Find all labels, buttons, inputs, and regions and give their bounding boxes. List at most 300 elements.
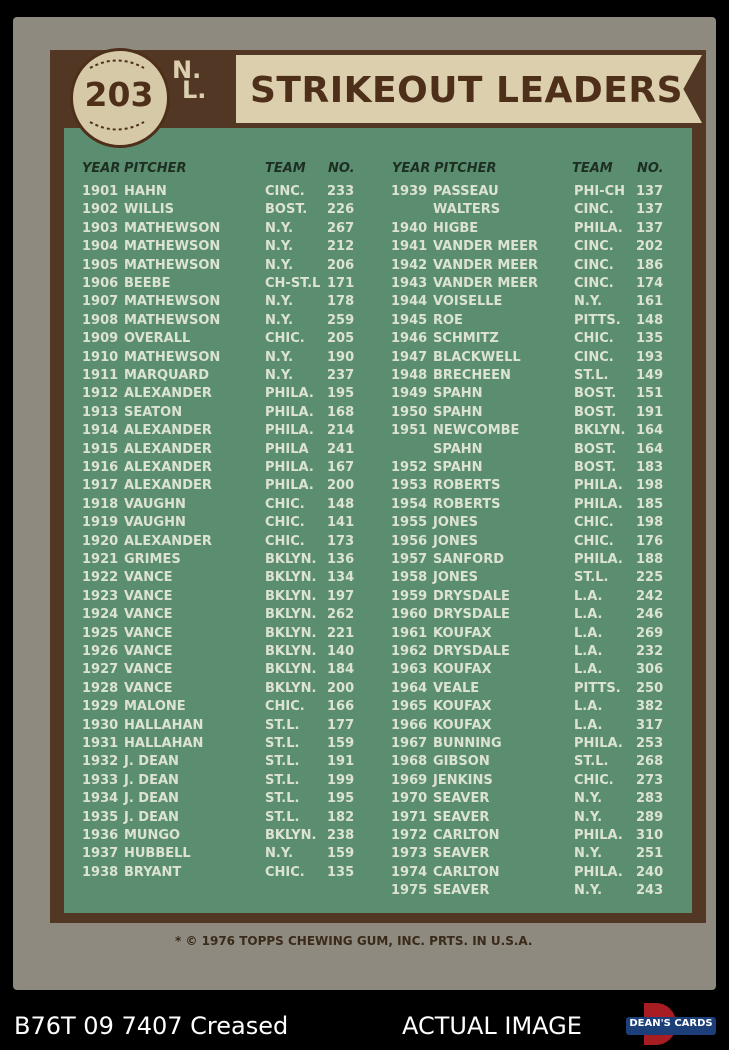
cell-team: BOST. [265,202,308,218]
league-label [172,56,212,104]
cell-pitcher: HIGBE [433,220,479,236]
cell-year: 1937 [82,846,119,862]
left-table-row [82,864,372,882]
cell-team: PHILA. [574,736,623,751]
cell-pitcher: J. DEAN [124,754,179,770]
cell-pitcher: SPAHN [433,460,483,475]
cell-year: 1950 [391,404,428,420]
cell-strikeouts: 198 [636,515,664,531]
cell-pitcher: SEAVER [433,846,490,862]
right-table-row [391,827,681,845]
cell-year: 1975 [391,883,428,899]
cell-pitcher: GIBSON [433,754,490,770]
cell-team: L.A. [574,588,603,604]
header-team-left: TEAM [265,161,306,176]
cell-team: PHI-CH [574,184,626,199]
cell-year: 1905 [82,257,119,273]
left-table-row [82,606,372,624]
cell-year: 1948 [391,368,428,383]
left-table-row [82,201,372,219]
right-table-row [391,275,681,293]
cell-team: PHILA [265,441,309,457]
cell-pitcher: VANCE [124,644,173,659]
cell-strikeouts: 149 [636,368,664,383]
cell-team: BKLYN. [265,625,317,641]
right-table-row [391,330,681,348]
cell-strikeouts: 188 [636,552,664,567]
cell-pitcher: KOUFAX [433,625,492,641]
cell-year: 1933 [82,772,119,788]
cell-team: CHIC. [574,772,614,788]
left-table-row [82,717,372,735]
right-table-row [391,367,681,385]
cell-pitcher: SPAHN [433,386,483,402]
cell-strikeouts: 232 [636,644,664,659]
left-table-row [82,735,372,753]
cell-pitcher: MATHEWSON [124,257,221,273]
cell-team: N.Y. [574,846,603,862]
right-table-row [391,864,681,882]
cell-pitcher: CARLTON [433,828,500,843]
cell-team: PHILA. [265,478,314,494]
cell-pitcher: VAUGHN [124,515,186,531]
left-table-row [82,422,372,440]
cell-team: ST.L. [265,717,300,733]
cell-year: 1921 [82,552,119,567]
cell-pitcher: SCHMITZ [433,331,499,347]
cell-strikeouts: 159 [327,846,355,862]
cell-year: 1922 [82,570,119,586]
cell-pitcher: JONES [433,515,479,531]
cell-year: 1953 [391,478,428,494]
cell-year: 1939 [391,184,428,199]
cell-strikeouts: 241 [327,441,355,457]
cell-pitcher: ROE [433,312,463,328]
card-number: 203 [84,75,154,114]
left-table-row [82,441,372,459]
right-table-row [391,533,681,551]
cell-team: CHIC. [265,699,305,715]
right-table-row [391,790,681,808]
cell-pitcher: DRYSDALE [433,644,510,659]
cell-pitcher: KOUFAX [433,699,492,715]
cell-strikeouts: 168 [327,404,355,420]
left-table-row [82,312,372,330]
cell-team: PHILA. [265,386,314,402]
header-no-left: NO. [328,161,355,176]
right-table-row [391,349,681,367]
cell-strikeouts: 269 [636,625,664,641]
cell-year: 1916 [82,460,119,475]
cell-pitcher: KOUFAX [433,717,492,733]
cell-strikeouts: 200 [327,680,355,696]
cell-year: 1908 [82,312,119,328]
cell-year: 1955 [391,515,428,531]
right-table-row [391,735,681,753]
cell-year: 1910 [82,349,119,365]
cell-team: BKLYN. [265,607,317,623]
right-table-row [391,643,681,661]
cell-year: 1942 [391,257,428,273]
cell-pitcher: BRECHEEN [433,368,511,383]
cell-team: ST.L. [265,772,300,788]
cell-strikeouts: 310 [636,828,664,843]
left-table-row [82,349,372,367]
cell-team: PHILA. [574,220,623,236]
cell-team: N.Y. [265,368,294,383]
cell-pitcher: SEATON [124,404,183,420]
cell-strikeouts: 251 [636,846,664,862]
cell-strikeouts: 200 [327,478,355,494]
cell-year: 1931 [82,736,119,751]
cell-pitcher: PASSEAU [433,184,499,199]
cell-team: N.Y. [265,239,294,255]
cell-strikeouts: 289 [636,809,664,825]
header-year-left: YEAR [82,161,121,176]
cell-team: PHILA. [574,496,623,512]
cell-pitcher: ALEXANDER [124,460,212,475]
cell-strikeouts: 382 [636,699,664,715]
cell-team: N.Y. [265,220,294,236]
cell-team: BOST. [574,404,617,420]
cell-team: CINC. [574,202,614,218]
cell-team: ST.L. [265,754,300,770]
cell-year: 1913 [82,404,119,420]
cell-strikeouts: 253 [636,736,664,751]
cell-year: 1970 [391,791,428,807]
right-table-row [391,753,681,771]
cell-strikeouts: 259 [327,312,355,328]
cell-strikeouts: 135 [636,331,664,347]
cell-strikeouts: 137 [636,202,664,218]
cell-team: N.Y. [574,809,603,825]
cell-team: BOST. [574,460,617,475]
cell-strikeouts: 198 [636,478,664,494]
right-table-row [391,293,681,311]
cell-team: BKLYN. [265,644,317,659]
right-table-row [391,201,681,219]
cell-team: BKLYN. [265,552,317,567]
cell-pitcher: VANDER MEER [433,257,539,273]
cell-year: 1945 [391,312,428,328]
left-table-row [82,625,372,643]
cell-team: BOST. [574,441,617,457]
left-table-row [82,661,372,679]
right-table-row [391,845,681,863]
cell-strikeouts: 237 [327,368,355,383]
cell-pitcher: MATHEWSON [124,220,221,236]
cell-team: CINC. [265,184,305,199]
cell-pitcher: ALEXANDER [124,478,212,494]
cell-team: CH-ST.L [265,276,321,291]
cell-strikeouts: 206 [327,257,355,273]
header-no-right: NO. [637,161,664,176]
cell-year: 1954 [391,496,428,512]
cell-strikeouts: 141 [327,515,355,531]
header-pitcher-left: PITCHER [124,161,187,176]
cell-team: PHILA. [574,828,623,843]
cell-pitcher: ALEXANDER [124,386,212,402]
cell-year: 1906 [82,276,119,291]
right-table-row [391,551,681,569]
cell-pitcher: JONES [433,533,479,549]
left-table-row [82,477,372,495]
cell-year: 1932 [82,754,119,770]
cell-strikeouts: 167 [327,460,355,475]
cell-year: 1938 [82,864,119,880]
left-table-row [82,257,372,275]
league-top: N. [172,56,202,84]
cell-team: L.A. [574,644,603,659]
right-table-row [391,220,681,238]
right-table-row [391,588,681,606]
cell-strikeouts: 250 [636,680,664,696]
cell-pitcher: MATHEWSON [124,239,221,255]
cell-team: CHIC. [265,331,305,347]
cell-pitcher: JENKINS [433,772,493,788]
cell-pitcher: VANCE [124,662,173,678]
cell-strikeouts: 137 [636,220,664,236]
cell-strikeouts: 136 [327,552,355,567]
cell-strikeouts: 306 [636,662,664,678]
copyright: * © 1976 TOPPS CHEWING GUM, INC. PRTS. IN U.S.A. [175,934,533,948]
cell-year: 1958 [391,570,428,586]
deans-cards-logo [626,1005,716,1045]
cell-team: L.A. [574,717,603,733]
right-table-row [391,477,681,495]
cell-year: 1909 [82,331,119,347]
cell-pitcher: VANCE [124,588,173,604]
left-table-row [82,404,372,422]
cell-year: 1907 [82,294,119,310]
cell-strikeouts: 166 [327,699,355,715]
cell-strikeouts: 173 [327,533,355,549]
cell-pitcher: SEAVER [433,791,490,807]
cell-year: 1917 [82,478,119,494]
cell-pitcher: MALONE [124,699,186,715]
cell-team: CINC. [574,257,614,273]
cell-strikeouts: 317 [636,717,664,733]
cell-year: 1949 [391,386,428,402]
header-pitcher-right: PITCHER [434,161,497,176]
cell-team: CHIC. [265,515,305,531]
cell-strikeouts: 148 [636,312,664,328]
cell-pitcher: VANCE [124,570,173,586]
cell-strikeouts: 226 [327,202,355,218]
cell-pitcher: HALLAHAN [124,736,204,751]
left-table-row [82,772,372,790]
cell-pitcher: JONES [433,570,479,586]
cell-team: PITTS. [574,680,621,696]
cell-team: ST.L. [265,791,300,807]
cell-pitcher: KOUFAX [433,662,492,678]
cell-pitcher: VEALE [433,680,480,696]
cell-strikeouts: 135 [327,864,355,880]
right-table-row [391,809,681,827]
cell-year: 1925 [82,625,119,641]
cell-strikeouts: 195 [327,386,355,402]
cell-team: PHILA. [574,478,623,494]
cell-team: CHIC. [265,533,305,549]
cell-strikeouts: 182 [327,809,355,825]
cell-pitcher: GRIMES [124,552,181,567]
cell-year: 1904 [82,239,119,255]
cell-pitcher: HALLAHAN [124,717,204,733]
cell-pitcher: SPAHN [433,404,483,420]
right-table-row [391,238,681,256]
cell-strikeouts: 183 [636,460,664,475]
cell-strikeouts: 225 [636,570,664,586]
cell-strikeouts: 161 [636,294,664,310]
left-table-row [82,275,372,293]
cell-pitcher: CARLTON [433,864,500,880]
cell-strikeouts: 246 [636,607,664,623]
right-table-row [391,661,681,679]
cell-strikeouts: 191 [636,404,664,420]
cell-pitcher: VANCE [124,625,173,641]
cell-team: CINC. [574,349,614,365]
cell-pitcher: VOISELLE [433,294,503,310]
cell-strikeouts: 193 [636,349,664,365]
cell-strikeouts: 202 [636,239,664,255]
cell-team: CINC. [574,239,614,255]
cell-year: 1924 [82,607,119,623]
cell-year: 1965 [391,699,428,715]
cell-year: 1929 [82,699,119,715]
cell-year: 1974 [391,864,428,880]
cell-strikeouts: 176 [636,533,664,549]
cell-year: 1969 [391,772,428,788]
right-table-row [391,496,681,514]
cell-team: PHILA. [574,864,623,880]
left-table-row [82,533,372,551]
cell-year: 1911 [82,368,119,383]
cell-strikeouts: 184 [327,662,355,678]
cell-pitcher: MATHEWSON [124,294,221,310]
left-table-row [82,293,372,311]
left-table-row [82,330,372,348]
cell-pitcher: ALEXANDER [124,533,212,549]
cell-strikeouts: 221 [327,625,355,641]
cell-year: 1959 [391,588,428,604]
cell-year: 1952 [391,460,428,475]
cell-team: N.Y. [265,294,294,310]
cell-team: CHIC. [265,864,305,880]
cell-strikeouts: 205 [327,331,355,347]
cell-year: 1957 [391,552,428,567]
cell-strikeouts: 134 [327,570,355,586]
cell-year: 1935 [82,809,119,825]
cell-strikeouts: 273 [636,772,664,788]
cell-year: 1946 [391,331,428,347]
cell-strikeouts: 240 [636,864,664,880]
cell-strikeouts: 151 [636,386,664,402]
cell-pitcher: VANDER MEER [433,239,539,255]
right-table-row [391,404,681,422]
cell-pitcher: WILLIS [124,202,174,218]
cell-year: 1902 [82,202,119,218]
cell-year: 1927 [82,662,119,678]
cell-pitcher: ROBERTS [433,478,501,494]
cell-pitcher: BLACKWELL [433,349,521,365]
cell-team: N.Y. [265,312,294,328]
cell-pitcher: OVERALL [124,331,191,347]
cell-pitcher: VAUGHN [124,496,186,512]
left-table-row [82,569,372,587]
cell-pitcher: HAHN [124,184,167,199]
right-table-row [391,514,681,532]
left-table-row [82,551,372,569]
right-table-row [391,772,681,790]
left-table-row [82,790,372,808]
cell-year: 1936 [82,828,119,843]
cell-year: 1901 [82,184,119,199]
cell-year: 1926 [82,644,119,659]
cell-team: ST.L. [574,368,609,383]
cell-year: 1912 [82,386,119,402]
cell-team: CINC. [574,276,614,291]
cell-strikeouts: 174 [636,276,664,291]
cell-team: BKLYN. [265,662,317,678]
cell-year: 1967 [391,736,428,751]
cell-year: 1968 [391,754,428,770]
cell-year: 1963 [391,662,428,678]
cell-strikeouts: 159 [327,736,355,751]
cell-team: PHILA. [574,552,623,567]
header-year-right: YEAR [392,161,431,176]
cell-team: L.A. [574,662,603,678]
cell-year: 1960 [391,607,428,623]
right-table-row [391,257,681,275]
right-table-row [391,882,681,900]
cell-strikeouts: 137 [636,184,664,199]
cell-pitcher: VANCE [124,680,173,696]
cell-year: 1920 [82,533,119,549]
cell-strikeouts: 233 [327,184,355,199]
cell-year: 1930 [82,717,119,733]
cell-pitcher: SPAHN [433,441,483,457]
cell-team: PHILA. [265,404,314,420]
right-table-row [391,569,681,587]
cell-team: L.A. [574,699,603,715]
left-table-row [82,183,372,201]
cell-pitcher: BRYANT [124,864,182,880]
left-table-row [82,496,372,514]
cell-team: BOST. [574,386,617,402]
cell-strikeouts: 186 [636,257,664,273]
cell-team: CHIC. [265,496,305,512]
cell-pitcher: NEWCOMBE [433,423,520,439]
cell-team: PHILA. [265,460,314,475]
cell-team: PHILA. [265,423,314,439]
cell-strikeouts: 190 [327,349,355,365]
left-table-row [82,845,372,863]
cell-strikeouts: 243 [636,883,664,899]
cell-team: BKLYN. [265,828,317,843]
cell-year: 1928 [82,680,119,696]
cell-year: 1947 [391,349,428,365]
cell-strikeouts: 199 [327,772,355,788]
cell-team: L.A. [574,607,603,623]
cell-strikeouts: 164 [636,423,664,439]
cell-pitcher: VANCE [124,607,173,623]
right-table-row [391,183,681,201]
left-table-row [82,220,372,238]
cell-team: N.Y. [574,791,603,807]
cell-pitcher: WALTERS [433,202,501,218]
cell-pitcher: MATHEWSON [124,349,221,365]
right-table-row [391,625,681,643]
